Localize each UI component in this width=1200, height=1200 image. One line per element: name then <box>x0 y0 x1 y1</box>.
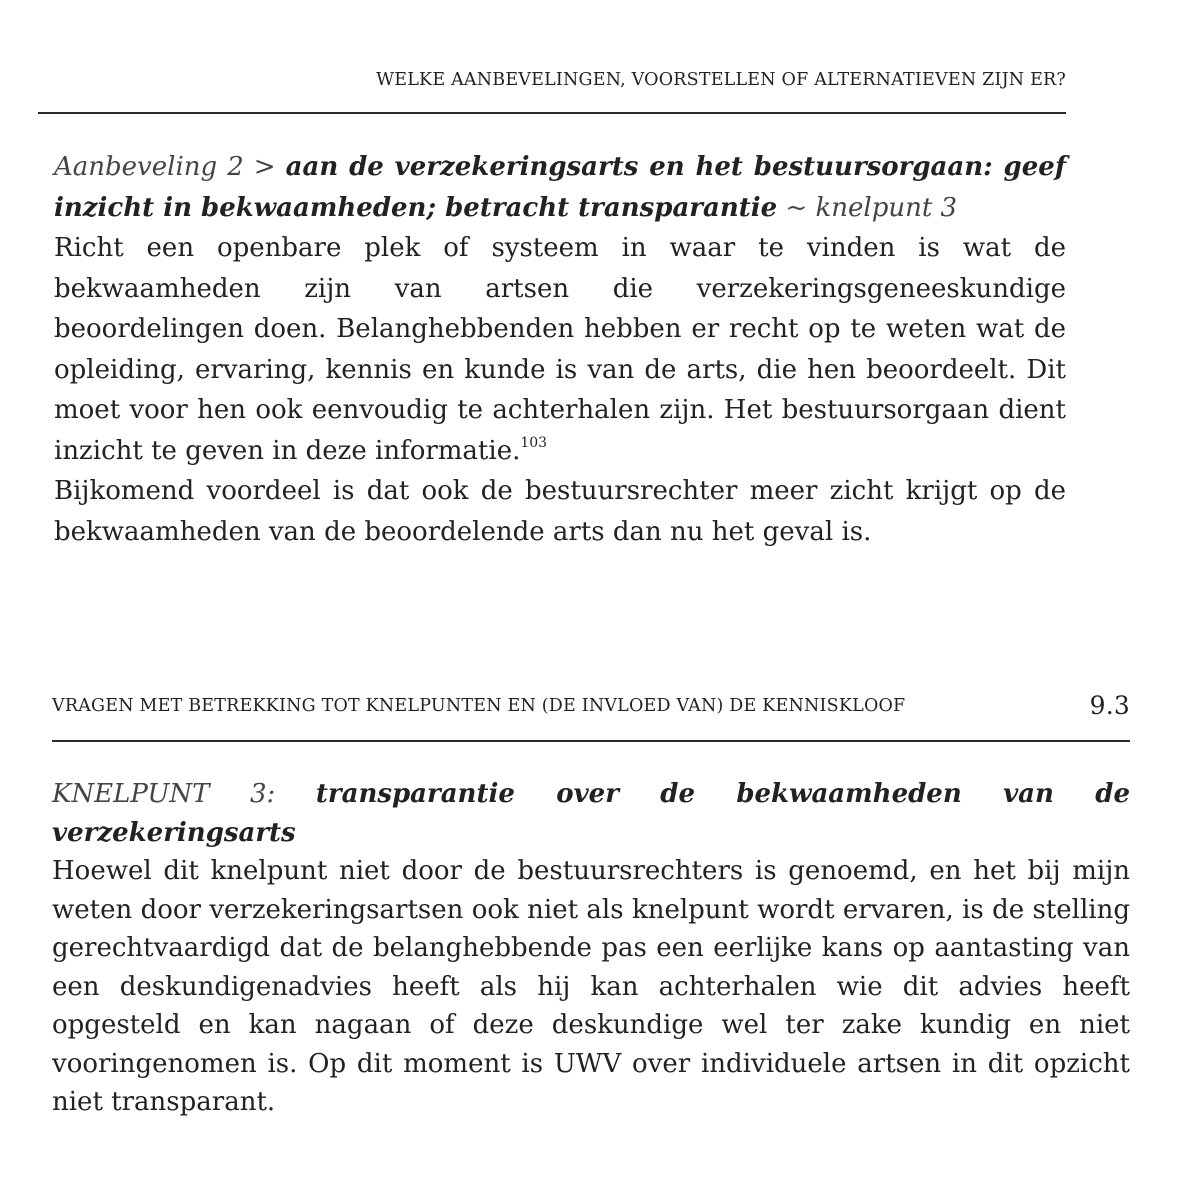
issue-label: KNELPUNT 3: <box>52 779 276 809</box>
recommendation-label: Aanbeveling 2 > <box>54 152 276 182</box>
running-head-top-text: WELKE AANBEVELINGEN, VOORSTELLEN OF ALTERNATIEVEN ZIJN ER? <box>376 70 1066 90</box>
recommendation-title: aan de verzekeringsarts en het bestuursorgaan: geef inzicht in bekwaamheden; betracht transparantie <box>54 152 1066 223</box>
recommendation-block <box>54 147 1066 552</box>
issue-block <box>52 775 1130 1122</box>
running-head-bottom-text: VRAGEN MET BETREKKING TOT KNELPUNTEN EN (DE INVLOED VAN) DE KENNISKLOOF <box>52 696 906 716</box>
top-page-fragment <box>38 62 1066 552</box>
issue-heading <box>52 775 1130 852</box>
section-number: 9.3 <box>1089 691 1130 720</box>
issue-paragraph: Hoewel dit knelpunt niet door de bestuursrechters is genoemd, en het bij mijn weten door verzekeringsartsen ook niet als knelpunt wordt ervaren, is de stelling gerechtvaardigd dat de belanghebbende pas een eerlijke kans op aantasting van een deskundigenadvies heeft als hij kan achterhalen wie dit advies heeft opgesteld en kan nagaan of deze deskundige wel ter zake kundig en niet vooringenomen is. Op dit moment is UWV over individuele artsen in dit opzicht niet transparant. <box>52 856 1130 1117</box>
recommendation-heading <box>54 147 1066 228</box>
running-head-bottom <box>52 690 1130 742</box>
recommendation-paragraph-2: Bijkomend voordeel is dat ook de bestuursrechter meer zicht krijgt op de bekwaamheden van de beoordelende arts dan nu het geval is. <box>54 476 1066 547</box>
issue-reference: ~ knelpunt 3 <box>785 192 958 223</box>
recommendation-paragraph-1 <box>54 228 1066 471</box>
recommendation-paragraph-1-text: Richt een openbare plek of systeem in waar te vinden is wat de bekwaamheden zijn van artsen die verzekeringsgeneeskundige beoordelingen doen. Belanghebbenden hebben er recht op te weten wat de opleiding, ervaring, kennis en kunde is van de arts, die hen beoordeelt. Dit moet voor hen ook eenvoudig te achterhalen zijn. Het bestuursorgaan dient inzicht te geven in deze informatie. <box>54 233 1066 466</box>
footnote-reference: 103 <box>520 434 548 451</box>
issue-title: transparantie over de bekwaamheden van de verzekeringsarts <box>52 779 1131 848</box>
bottom-page-fragment <box>52 690 1130 1122</box>
running-head-top <box>38 62 1066 114</box>
